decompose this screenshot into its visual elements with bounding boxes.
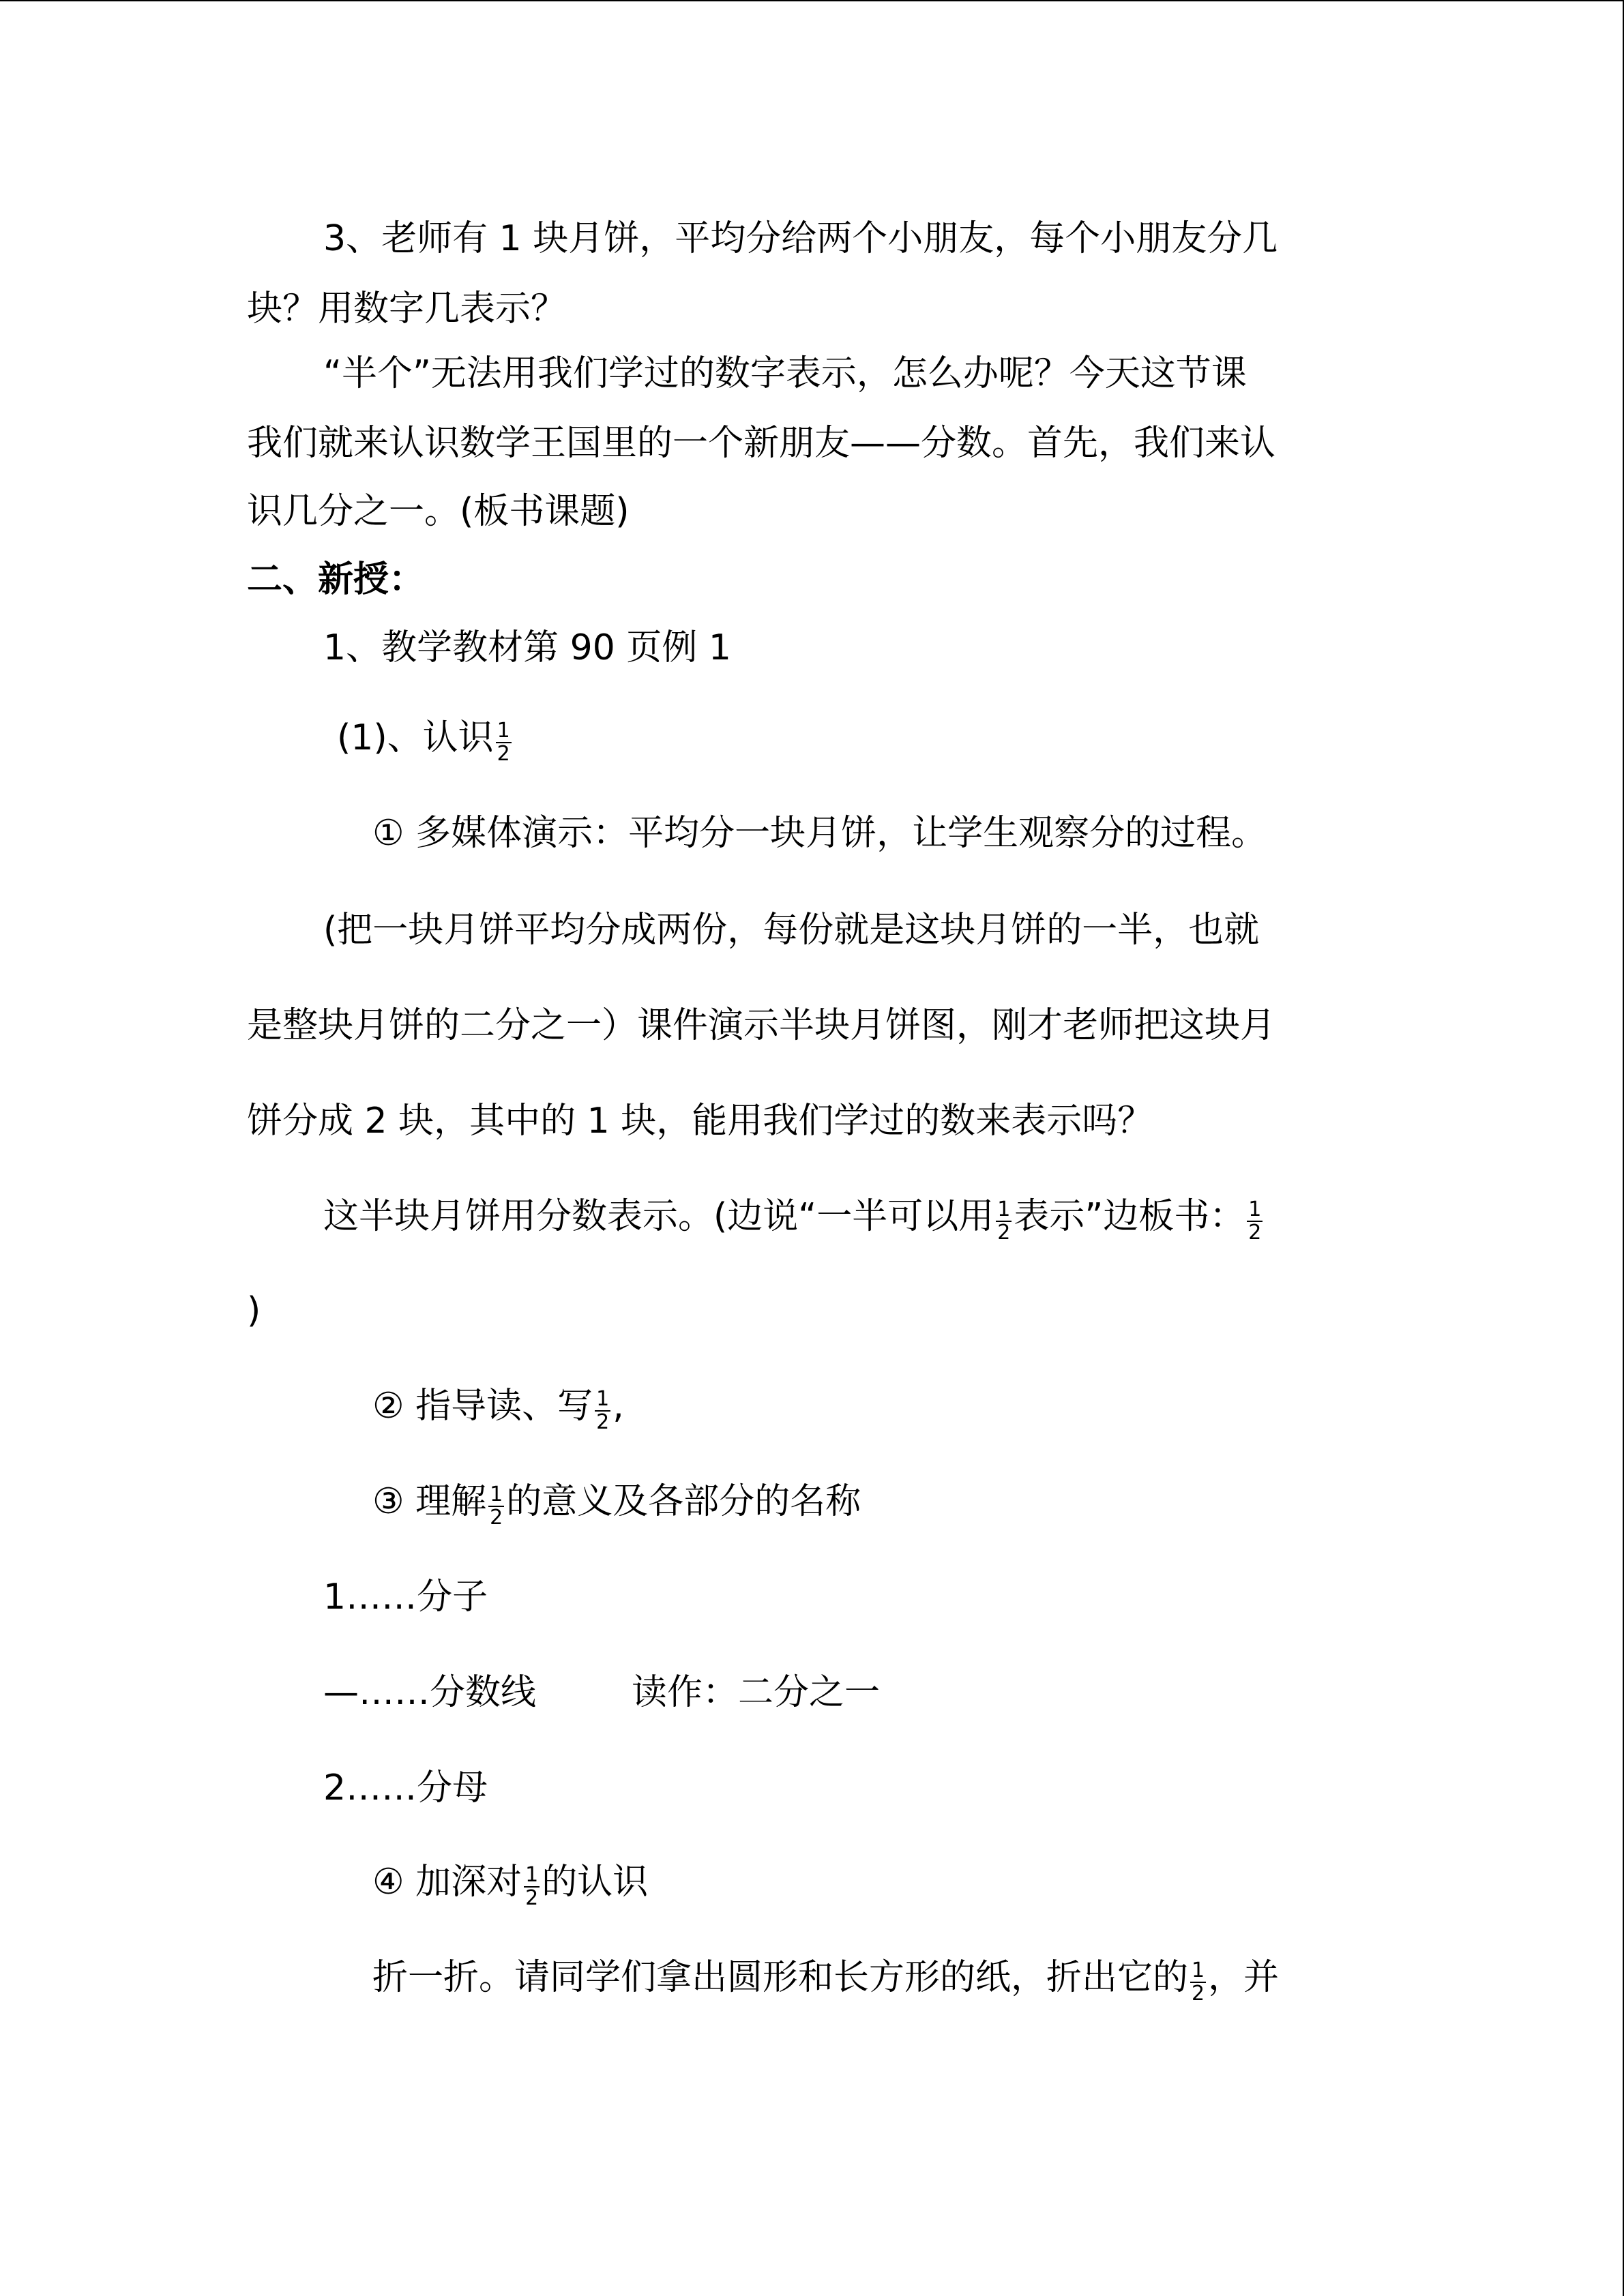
fraction-one-half: [996, 1199, 1012, 1243]
paragraph-line: 饼分成 2 块，其中的 1 块，能用我们学过的数来表示吗？: [247, 1101, 1153, 1142]
line-text: ④ 加深对: [372, 1862, 522, 1903]
fraction-denominator: 2: [490, 1506, 503, 1530]
paragraph-line: 我们就来认识数学王国里的一个新朋友——分数。首先，我们来认: [247, 423, 1276, 464]
paragraph-line: “半个”无法用我们学过的数字表示，怎么办呢？今天这节课: [323, 353, 1247, 394]
fraction-part-bar: [323, 1668, 880, 1717]
fraction-numerator: 1: [1248, 1197, 1262, 1221]
fraction-one-half: [1190, 1960, 1206, 2004]
paragraph-line: 识几分之一。(板书课题): [247, 491, 630, 532]
paragraph-line: (把一块月饼平均分成两份，每份就是这块月饼的一半，也就: [323, 910, 1260, 951]
item-line: [372, 1858, 649, 1910]
line-text: 表示”边板书：: [1014, 1196, 1245, 1237]
line-text: 的认识: [542, 1862, 649, 1903]
fraction-denominator: 2: [1192, 1982, 1205, 2006]
fraction-numerator: 1: [497, 719, 510, 743]
line-text: 折一折。请同学们拿出圆形和长方形的纸，折出它的: [372, 1957, 1189, 1998]
fraction-one-half: [488, 1482, 504, 1530]
fraction-numerator: 1: [997, 1197, 1011, 1221]
fraction-numerator: 1: [525, 1863, 539, 1887]
paragraph-line: 3、老师有 1 块月饼，平均分给两个小朋友，每个小朋友分几: [323, 218, 1278, 259]
fraction-denominator: 2: [1248, 1221, 1262, 1244]
section-heading: 二、新授：: [247, 559, 425, 600]
fraction-numerator: 1: [596, 1387, 610, 1411]
fraction-part-denominator: 2……分母: [323, 1768, 488, 1808]
fraction-numerator: 1: [1192, 1958, 1205, 1982]
paragraph-line: 块？用数字几表示？: [247, 288, 567, 329]
item-heading: [337, 713, 514, 766]
paragraph-line: ① 多媒体演示：平均分一块月饼，让学生观察分的过程。: [372, 813, 1267, 854]
paragraph-line: [372, 1953, 1280, 2006]
line-text: (1)、认识: [337, 717, 494, 758]
paragraph-line: [323, 1192, 1265, 1244]
line-text: ,: [612, 1386, 624, 1427]
line-text: ，并: [1208, 1957, 1280, 1998]
fraction-numerator: 1: [490, 1482, 503, 1506]
item-line: [372, 1382, 624, 1434]
line-text: ② 指导读、写: [372, 1386, 593, 1427]
fraction-one-half: [1247, 1199, 1263, 1243]
fraction-denominator: 2: [497, 742, 510, 766]
fraction-denominator: 2: [596, 1410, 610, 1434]
fraction-one-half: [496, 721, 512, 764]
fraction-one-half: [595, 1389, 610, 1433]
paragraph-line: ): [247, 1290, 261, 1331]
line-text: 这半块月饼用分数表示。(边说“一半可以用: [323, 1196, 994, 1237]
fraction-denominator: 2: [997, 1221, 1011, 1244]
reading-text: 读作：二分之一: [632, 1672, 881, 1713]
fraction-part-numerator: 1……分子: [323, 1577, 488, 1617]
subsection-heading: 1、教学教材第 90 页例 1: [323, 627, 731, 668]
line-text: ③ 理解: [372, 1481, 487, 1522]
fraction-one-half: [524, 1865, 540, 1909]
line-text: —……分数线: [323, 1672, 537, 1713]
item-line: [372, 1477, 861, 1530]
fraction-denominator: 2: [525, 1886, 539, 1910]
paragraph-line: 是整块月饼的二分之一）课件演示半块月饼图，刚才老师把这块月: [247, 1005, 1276, 1046]
line-text: 的意义及各部分的名称: [506, 1481, 861, 1522]
